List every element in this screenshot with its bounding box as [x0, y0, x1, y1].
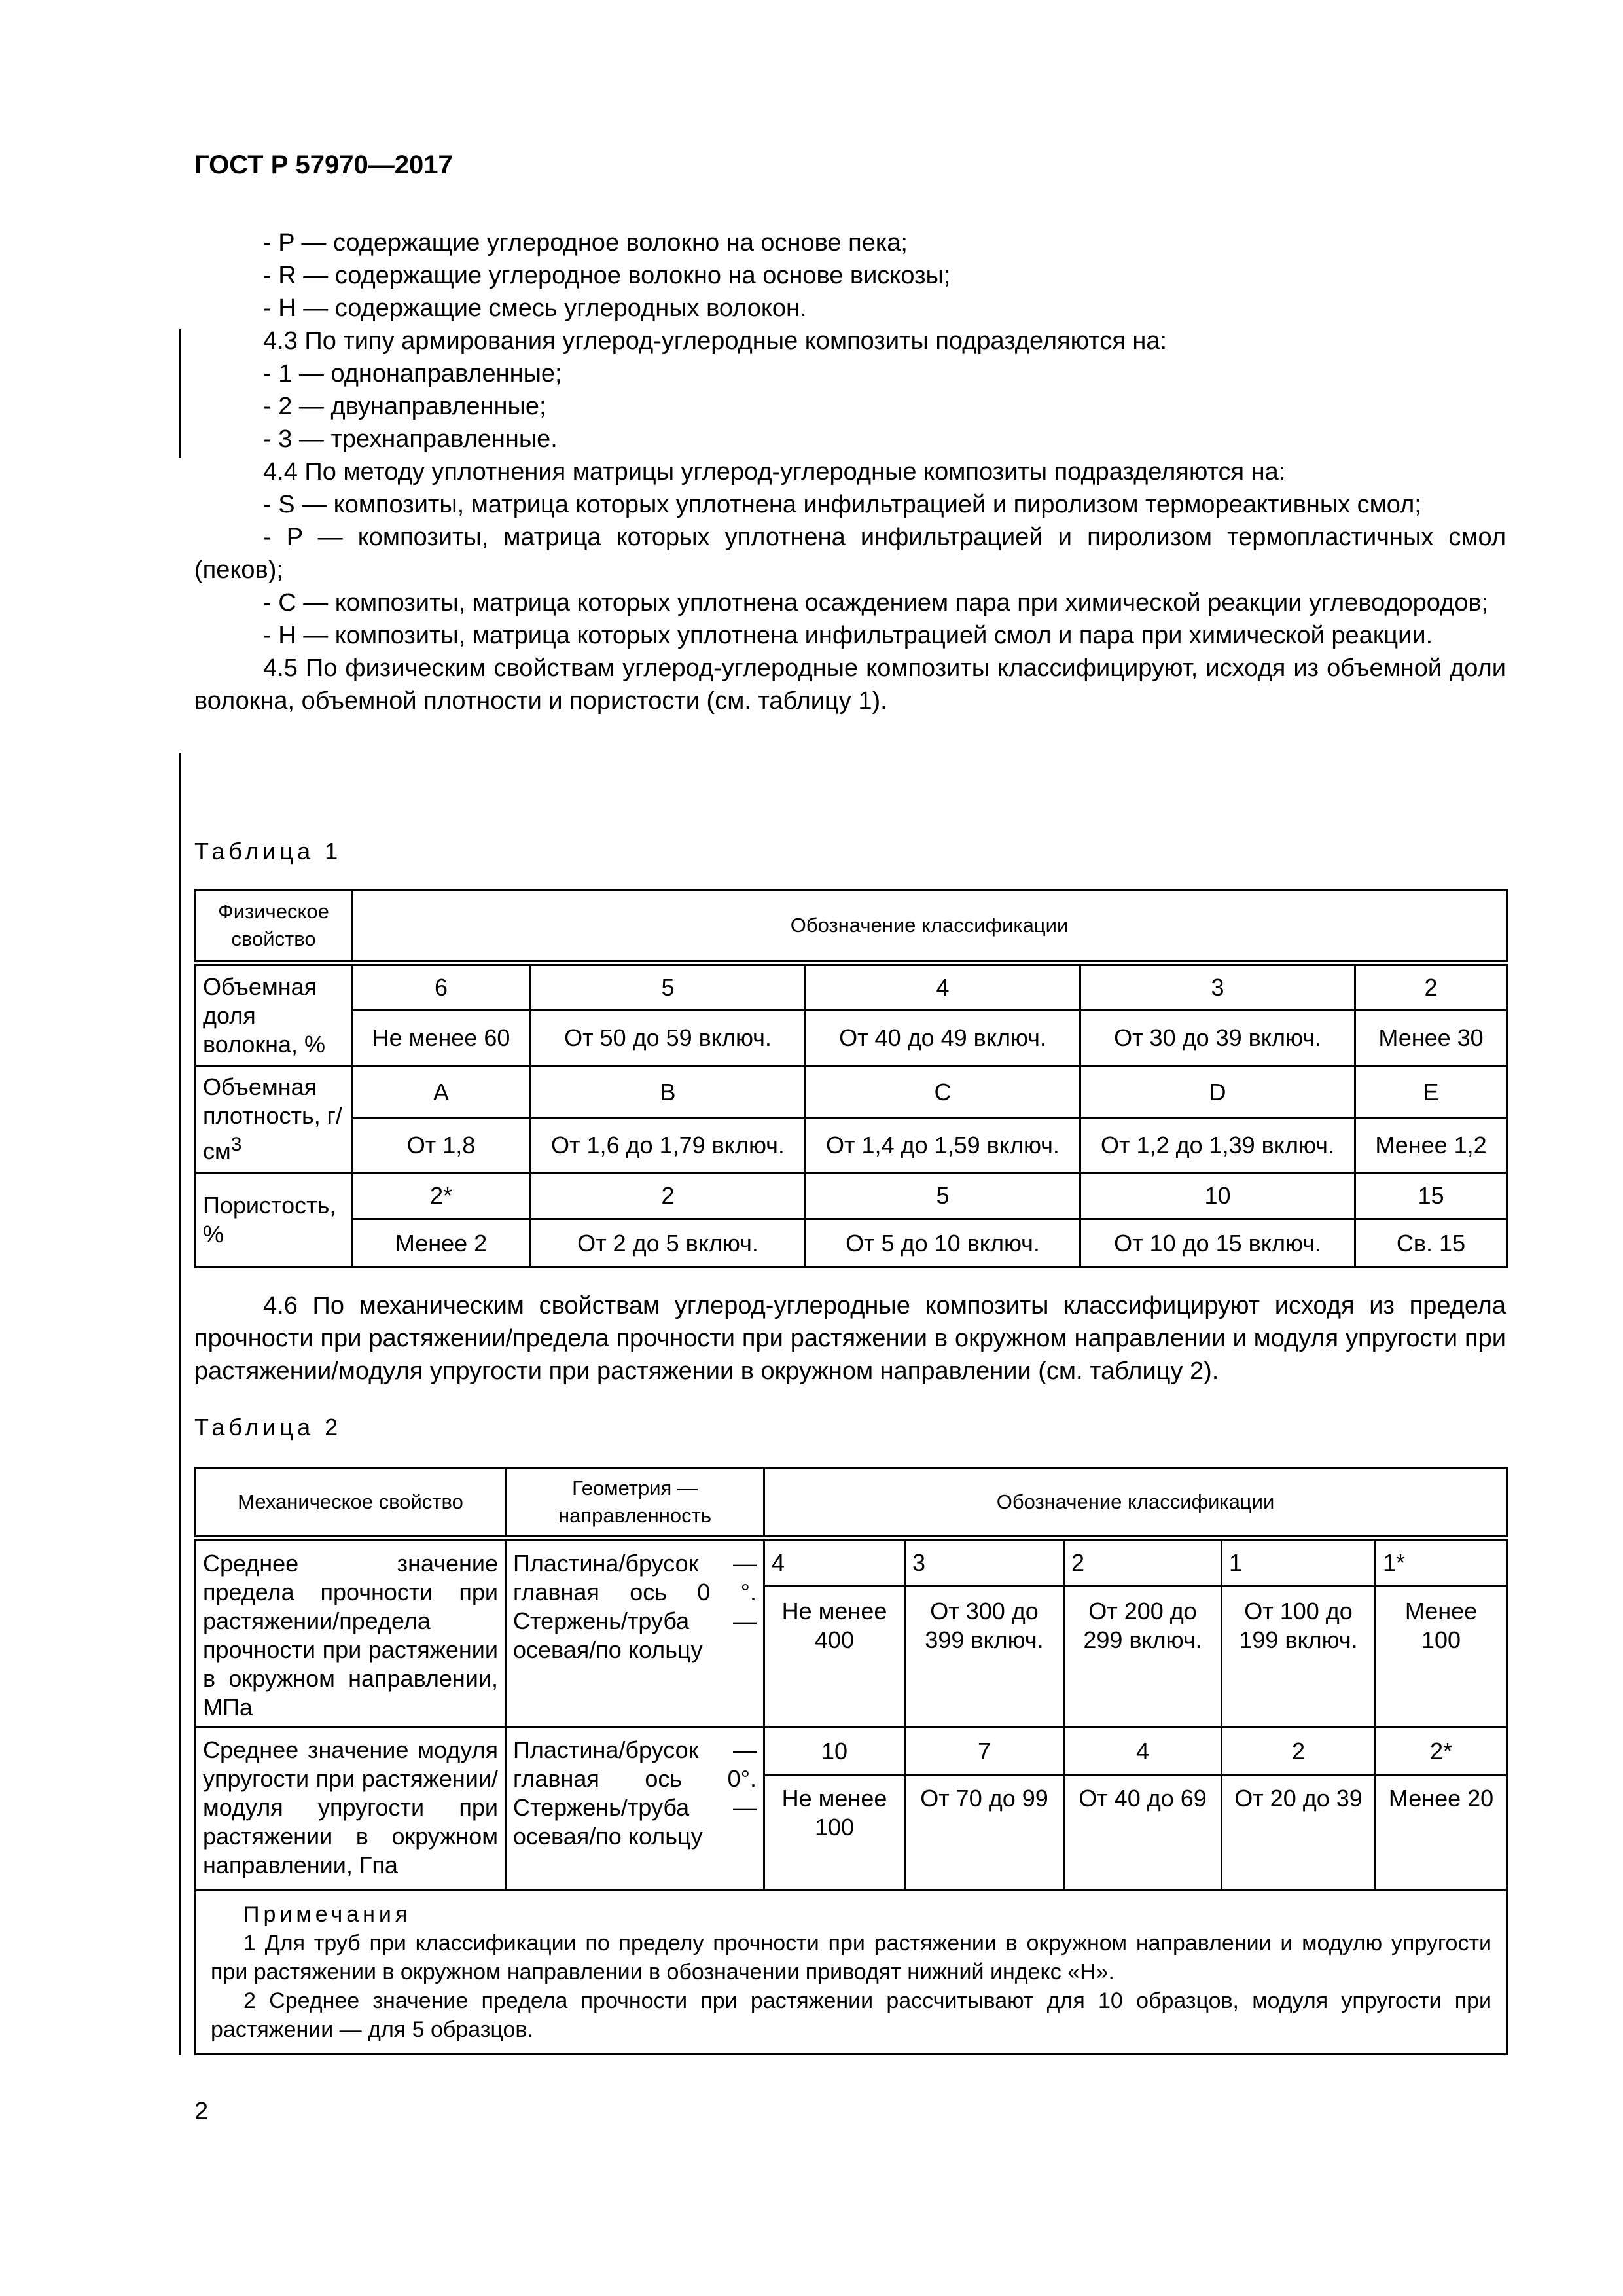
table1-cell: 5	[806, 1173, 1080, 1219]
table2-cell: От 20 до 39	[1222, 1776, 1376, 1890]
table1-cell: Менее 30	[1355, 1011, 1507, 1066]
table1-cell: 10	[1080, 1173, 1355, 1219]
table1-cell: От 1,4 до 1,59 включ.	[806, 1119, 1080, 1173]
note-item: 2 Среднее значение предела прочности при растяжении рассчитывают для 10 образцов, модуля упругости при растяжении — для 5 образцов.	[211, 1988, 1492, 2042]
table1-row-label: Объемная доля волокна, %	[196, 963, 352, 1066]
table2-cell: Не менее 400	[764, 1586, 905, 1727]
table2-row-label: Среднее значение предела прочности при растяжении/предела прочности при растяжении в окружном направлении, МПа	[196, 1539, 506, 1727]
table2-cell: От 200 до 299 включ.	[1064, 1586, 1222, 1727]
table1-cell: От 5 до 10 включ.	[806, 1219, 1080, 1268]
table1-cell: От 10 до 15 включ.	[1080, 1219, 1355, 1268]
list-item: - 1 — однонаправленные;	[263, 360, 562, 387]
paragraph-4-3: 4.3 По типу армирования углерод-углеродные композиты подразделяются на:	[263, 327, 1168, 355]
change-bar	[179, 329, 181, 458]
superscript: 3	[230, 1134, 242, 1155]
document-header: ГОСТ Р 57970—2017	[194, 151, 453, 179]
list-item: - P — содержащие углеродное волокно на основе пека;	[263, 229, 908, 257]
body-text	[194, 226, 1506, 717]
table2-cell: 4	[1064, 1727, 1222, 1776]
table2-cell: 7	[905, 1727, 1064, 1776]
table2-cell: 1*	[1376, 1539, 1507, 1586]
list-item: - H — содержащие смесь углеродных волокон.	[263, 295, 807, 322]
table-1	[194, 889, 1508, 1268]
table1-cell: 2*	[352, 1173, 531, 1219]
table2-cell: От 70 до 99	[905, 1776, 1064, 1890]
table2-cell: От 100 до 199 включ.	[1222, 1586, 1376, 1727]
table2-cell: 1	[1222, 1539, 1376, 1586]
table1-cell: A	[352, 1066, 531, 1119]
table1-cell: Менее 1,2	[1355, 1119, 1507, 1173]
table2-cell: 2	[1064, 1539, 1222, 1586]
table2-cell: 2*	[1376, 1727, 1507, 1776]
table1-cell: От 40 до 49 включ.	[806, 1011, 1080, 1066]
table1-cell: D	[1080, 1066, 1355, 1119]
note-item: 1 Для труб при классификации по пределу прочности при растяжении в окружном направлении и модулю упругости при растяжении в окружном направлении в обозначении приводят нижний индекс «Н».	[211, 1931, 1492, 1984]
table2-header-geometry: Геометрия — направленность	[506, 1468, 764, 1539]
list-item: - C — композиты, матрица которых уплотнена осаждением пара при химической реакции углеводородов;	[263, 589, 1489, 617]
table1-row-label: Пористость, %	[196, 1173, 352, 1268]
table1-cell: От 1,6 до 1,79 включ.	[531, 1119, 806, 1173]
list-item: - R — содержащие углеродное волокно на основе вискозы;	[263, 262, 951, 289]
table1-cell: 3	[1080, 963, 1355, 1011]
change-bar	[179, 753, 181, 2055]
table2-header-property: Механическое свойство	[196, 1468, 506, 1539]
paragraph-4-6: 4.6 По механическим свойствам углерод-углеродные композиты классифицируют исходя из предела прочности при растяжении/предела прочности при растяжении в окружном направлении и модуля упругости при растяжении/модуля упругости при растяжении в окружном направлении (см. таблицу 2).	[194, 1292, 1506, 1385]
list-item: - P — композиты, матрица которых уплотнена инфильтрацией и пиролизом термопластичных смол (пеков);	[194, 524, 1506, 584]
table2-cell: 10	[764, 1727, 905, 1776]
table1-cell: 6	[352, 963, 531, 1011]
table2-cell: 3	[905, 1539, 1064, 1586]
body-text	[194, 1289, 1506, 1388]
table1-row-label	[196, 1066, 352, 1173]
table2-cell: От 300 до 399 включ.	[905, 1586, 1064, 1727]
table2-cell: Не менее 100	[764, 1776, 905, 1890]
table2-cell: 2	[1222, 1727, 1376, 1776]
table1-cell: От 1,2 до 1,39 включ.	[1080, 1119, 1355, 1173]
table1-cell: Св. 15	[1355, 1219, 1507, 1268]
table2-cell: От 40 до 69	[1064, 1776, 1222, 1890]
paragraph-4-4: 4.4 По методу уплотнения матрицы углерод-углеродные композиты подразделяются на:	[263, 458, 1286, 486]
table1-cell: 2	[1355, 963, 1507, 1011]
table1-cell: От 30 до 39 включ.	[1080, 1011, 1355, 1066]
paragraph-4-5: 4.5 По физическим свойствам углерод-углеродные композиты классифицируют, исходя из объемной доли волокна, объемной плотности и пористости (см. таблицу 1).	[194, 655, 1506, 715]
table1-cell: 5	[531, 963, 806, 1011]
table2-header-classification: Обозначение классификации	[764, 1468, 1507, 1539]
list-item: - H — композиты, матрица которых уплотнена инфильтрацией смол и пара при химической реакции.	[263, 622, 1433, 649]
table1-cell: C	[806, 1066, 1080, 1119]
table1-cell: 4	[806, 963, 1080, 1011]
table1-caption: Таблица 1	[194, 838, 342, 865]
page-number: 2	[194, 2098, 209, 2125]
table1-cell: 2	[531, 1173, 806, 1219]
notes-title: Примечания	[243, 1902, 412, 1927]
table1-cell: B	[531, 1066, 806, 1119]
table1-cell: 15	[1355, 1173, 1507, 1219]
table2-geometry: Пластина/брусок — главная ось 0°. Стержень/труба — осевая/по кольцу	[506, 1727, 764, 1890]
table2-caption: Таблица 2	[194, 1414, 342, 1441]
list-item: - 3 — трехнаправленные.	[263, 425, 558, 453]
table1-cell: От 1,8	[352, 1119, 531, 1173]
table1-cell: Не менее 60	[352, 1011, 531, 1066]
table2-cell: 4	[764, 1539, 905, 1586]
table1-row-label-text: Объемная плотность, г/см	[203, 1073, 342, 1164]
table2-notes	[196, 1890, 1507, 2054]
table1-cell: E	[1355, 1066, 1507, 1119]
table1-cell: Менее 2	[352, 1219, 531, 1268]
list-item: - S — композиты, матрица которых уплотнена инфильтрацией и пиролизом термореактивных смол;	[263, 491, 1421, 518]
table1-header-classification: Обозначение классификации	[352, 890, 1507, 963]
table2-cell: Менее 100	[1376, 1586, 1507, 1727]
table2-row-label: Среднее значение модуля упругости при растяжении/модуля упругости при растяжении в окружном направлении, Гпа	[196, 1727, 506, 1890]
table1-cell: От 50 до 59 включ.	[531, 1011, 806, 1066]
table2-cell: Менее 20	[1376, 1776, 1507, 1890]
table1-header-property: Физическое свойство	[196, 890, 352, 963]
list-item: - 2 — двунаправленные;	[263, 393, 546, 420]
table2-geometry: Пластина/брусок — главная ось 0 °. Стержень/труба — осевая/по кольцу	[506, 1539, 764, 1727]
table1-cell: От 2 до 5 включ.	[531, 1219, 806, 1268]
table-2	[194, 1467, 1508, 2055]
